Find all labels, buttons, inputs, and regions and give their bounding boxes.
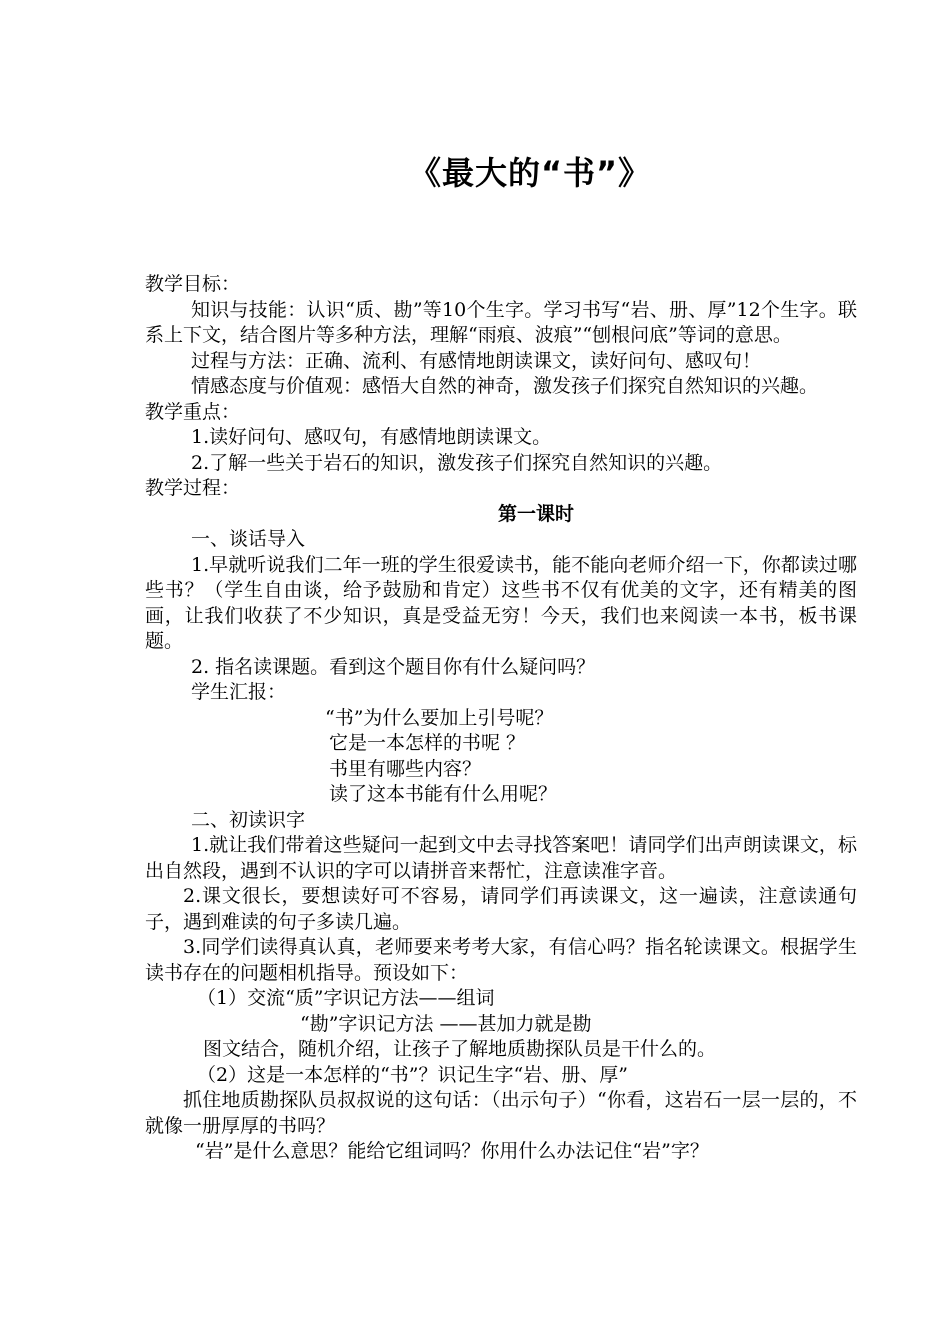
question-item-3: 书里有哪些内容？ <box>329 757 482 780</box>
heading-teaching-focus: 教学重点： <box>145 400 241 423</box>
paragraph-reading-2: 2.课文很长，要想读好可不容易，请同学们再读课文，这一遍读，注意读通句子，遇到难读的句子多读几遍。 <box>145 885 857 933</box>
paragraph-reading-1: 1.就让我们带着这些疑问一起到文中去寻找答案吧！请同学们出声朗读课文，标出自然段，遇到不认识的字可以请拼音来帮忙，注意读准字音。 <box>145 834 857 882</box>
question-item-2: 它是一本怎样的书呢 ？ <box>329 732 526 754</box>
paragraph-emotion-values: 情感态度与价值观：感悟大自然的神奇，激发孩子们探究自然知识的兴趣。 <box>191 375 819 397</box>
document-title: 《最大的“书”》 <box>408 154 652 192</box>
paragraph-reading-3: 3.同学们读得真认真，老师要来考考大家，有信心吗？指名轮读课文。根据学生读书存在的问题相机指导。预设如下： <box>145 936 857 984</box>
paragraph-yan-question: “岩”是什么意思？能给它组词吗？你用什么办法记住“岩”字？ <box>195 1140 709 1162</box>
heading-teaching-goals: 教学目标： <box>145 273 241 295</box>
lesson-heading: 第一课时 <box>497 502 574 525</box>
sub-item-2: （2）这是一本怎样的“书”？识记生字“岩、册、厚” <box>197 1063 628 1086</box>
paragraph-sentence: 抓住地质勘探队员叔叔说的这句话：（出示句子）“你看，这岩石一层一层的，不就像一册厚厚的书吗？ <box>145 1089 857 1137</box>
heading-teaching-process: 教学过程： <box>145 477 241 499</box>
student-report-label: 学生汇报： <box>191 681 287 703</box>
question-item-1: “书”为什么要加上引号呢？ <box>325 706 554 729</box>
sub-item-1: （1）交流“质”字识记方法——组词 <box>197 987 495 1009</box>
paragraph-intro-1: 1.早就听说我们二年一班的学生很爱读书，能不能向老师介绍一下，你都读过哪些书？（学生自由谈，给予鼓励和肯定）这些书不仅有优美的文字，还有精美的图画，让我们收获了不少知识，真是受益无穷！今天，我们也来阅读一本书，板书课题。 <box>145 553 857 652</box>
sub-item-1-detail: “勘”字识记方法 ——甚加力就是勘 <box>300 1012 592 1035</box>
section-heading-intro: 一、谈话导入 <box>191 528 306 550</box>
document-body <box>145 272 857 1165</box>
question-item-4: 读了这本书能有什么用呢？ <box>329 783 558 805</box>
focus-item-1: 1.读好问句、感叹句，有感情地朗读课文。 <box>191 426 552 448</box>
paragraph-process-method: 过程与方法：正确、流利、有感情地朗读课文，读好问句、感叹句！ <box>191 349 762 372</box>
paragraph-intro-2: 2. 指名读课题。看到这个题目你有什么疑问吗？ <box>191 655 596 678</box>
paragraph-knowledge-skills: 知识与技能：认识“质、勘”等10个生字。学习书写“岩、册、厚”12个生字。联系上下文，结合图片等多种方法，理解“雨痕、波痕”“刨根问底”等词的意思。 <box>145 298 857 346</box>
focus-item-2: 2.了解一些关于岩石的知识，激发孩子们探究自然知识的兴趣。 <box>191 451 723 474</box>
sub-item-1-note: 图文结合，随机介绍，让孩子了解地质勘探队员是干什么的。 <box>203 1038 717 1060</box>
section-heading-reading: 二、初读识字 <box>191 808 306 831</box>
